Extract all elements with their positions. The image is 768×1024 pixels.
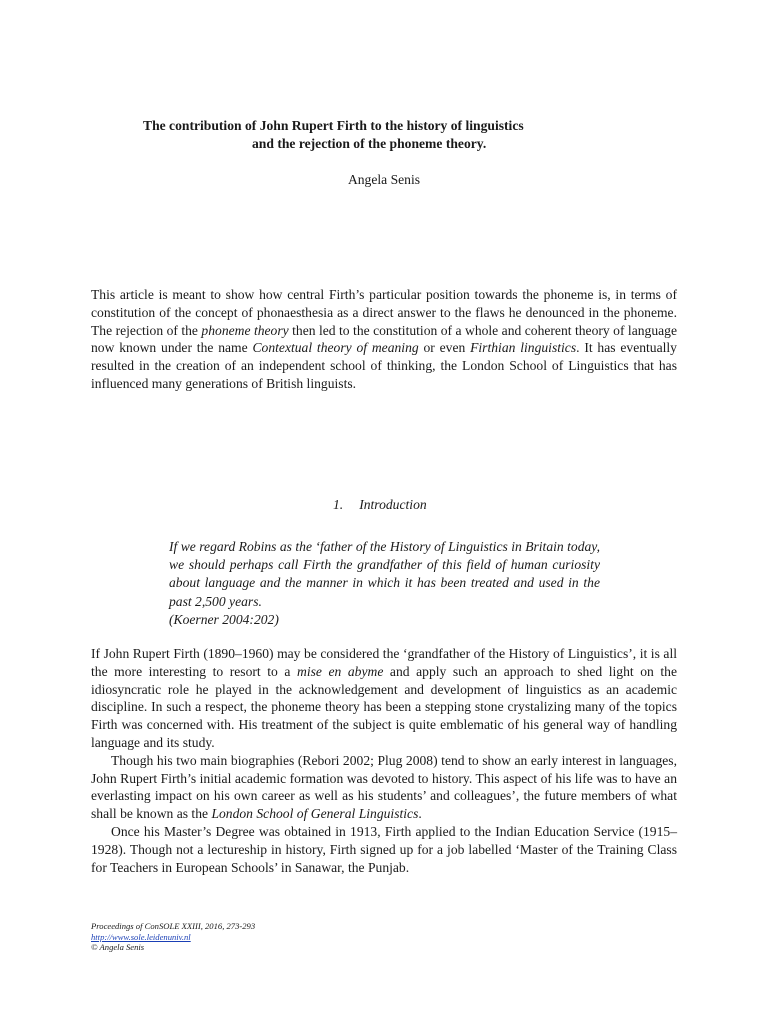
footer-copyright: © Angela Senis bbox=[91, 942, 145, 953]
footer-url-link[interactable]: http://www.sole.leidenuniv.nl bbox=[91, 931, 191, 942]
body-p1-text-2: and apply such an approach to shed light on the idiosyncratic role he played in the acknowledgement and development of linguistics as an academic discipline. In such a respect, the phoneme theory has been a stepping stone crystalizing many of the topics Firth was concerned with. His treatment of the subject is quite emblematic of his general way of handling language and its study. bbox=[91, 663, 677, 750]
section-title: Introduction bbox=[359, 497, 427, 512]
body-text bbox=[91, 645, 677, 876]
body-paragraph-3: Once his Master’s Degree was obtained in 1913, Firth applied to the Indian Education Service (1915–1928). Though not a lectureship in history, Firth signed up for a job labelled ‘Master of the Training Class for Teachers in European Schools’ in Sanawar, the Punjab. bbox=[91, 823, 677, 875]
abstract-term-firthian-linguistics: Firthian linguistics bbox=[470, 340, 577, 356]
abstract-term-phoneme-theory: phoneme theory bbox=[201, 322, 289, 338]
section-number: 1. bbox=[333, 497, 344, 512]
body-p1-term-mise-en-abyme: mise en abyme bbox=[297, 663, 384, 679]
body-p2-text-1: Though his two main biographies (Rebori 2002; Plug 2008) tend to show an early interest in languages, John Rupert Firth’s initial academic formation was devoted to history. This aspect of his life was to have an everlasting impact on his own career as well as his students’ and colleagues’, the future members of what shall be known as the bbox=[91, 752, 677, 822]
abstract-text-4: . It has eventually resulted in the creation of an independent school of thinking, the London School of Linguistics that has influenced many generations of British linguists. bbox=[91, 340, 677, 391]
body-paragraph-2 bbox=[91, 752, 677, 823]
body-p2-text-2: . bbox=[418, 806, 422, 822]
title-line-2: and the rejection of the phoneme theory. bbox=[252, 136, 487, 151]
quote-text: If we regard Robins as the ‘father of the History of Linguistics in Britain today, we should perhaps call Firth the grandfather of this field of human curiosity about language and the manner in which it has been treated and used in the past 2,500 years. bbox=[169, 539, 600, 609]
title-line-1: The contribution of John Rupert Firth to the history of linguistics bbox=[143, 118, 524, 133]
epigraph-quote bbox=[169, 538, 600, 629]
abstract-text-1: This article is meant to show how central Firth’s particular position towards the phoneme is, in terms of constitution of the concept of phonaesthesia as a direct answer to the flaws he denounced in the phoneme. The rejection of the bbox=[91, 287, 677, 338]
section-heading bbox=[333, 497, 427, 513]
author-name: Angela Senis bbox=[347, 172, 421, 187]
abstract-term-contextual-theory: Contextual theory of meaning bbox=[252, 340, 419, 356]
footer bbox=[91, 921, 255, 953]
body-p1-text-1: If John Rupert Firth (1890–1960) may be considered the ‘grandfather of the History of Linguistics’, it is all the more interesting to resort to a bbox=[91, 646, 677, 679]
quote-source: (Koerner 2004:202) bbox=[169, 611, 279, 627]
body-paragraph-1 bbox=[91, 645, 677, 752]
abstract-text-3: or even bbox=[418, 340, 471, 356]
abstract bbox=[91, 286, 677, 393]
abstract-text-2: then led to the constitution of a whole and coherent theory of language now known under the name bbox=[91, 322, 677, 356]
body-p2-term-london-school: London School of General Linguistics bbox=[211, 806, 419, 822]
footer-proceedings: Proceedings of ConSOLE XXIII, 2016, 273-293 bbox=[91, 921, 256, 931]
